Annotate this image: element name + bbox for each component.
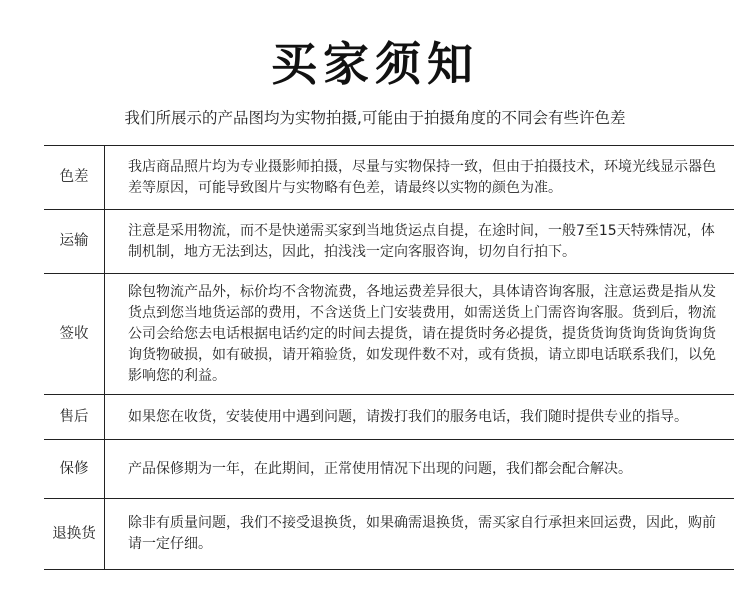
page-subtitle: 我们所展示的产品图均为实物拍摄,可能由于拍摄角度的不同会有些许色差 xyxy=(124,109,626,127)
row-label: 退换货 xyxy=(44,499,105,570)
row-content: 产品保修期为一年，在此期间，正常使用情况下出现的问题，我们都会配合解决。 xyxy=(105,440,735,499)
row-label: 保修 xyxy=(44,440,105,499)
page-title: 买家须知 xyxy=(271,37,479,91)
row-content: 除非有质量问题，我们不接受退换货，如果确需退换货，需买家自行承担来回运费，因此，购前请一定仔细。 xyxy=(105,499,735,570)
row-label: 售后 xyxy=(44,395,105,440)
row-content: 我店商品照片均为专业摄影师拍摄，尽量与实物保持一致，但由于拍摄技术，环境光线显示器色差等原因，可能导致图片与实物略有色差，请最终以实物的颜色为准。 xyxy=(105,146,735,210)
notice-row-after-sales xyxy=(44,395,734,440)
row-label: 签收 xyxy=(44,274,105,395)
row-label: 色差 xyxy=(44,146,105,210)
row-content: 除包物流产品外，标价均不含物流费，各地运费差异很大，具体请咨询客服，注意运费是指从发货点到您当地货运部的费用，不含送货上门安装费用，如需送货上门需咨询客服。货到后，物流公司会给您去电话根据电话约定的时间去提货，请在提货时务必提货，提货货询货询货询货询货询货物破损，如有破损，请开箱验货，如发现件数不对，或有货损，请立即电话联系我们，以免影响您的利益。 xyxy=(105,274,735,395)
notice-row-receipt xyxy=(44,274,734,395)
notice-row-color-difference xyxy=(44,146,734,210)
row-label: 运输 xyxy=(44,210,105,274)
row-content: 注意是采用物流，而不是快递需买家到当地货运点自提，在途时间，一般7至15天特殊情况，体制机制，地方无法到达，因此，拍浅浅一定向客服咨询，切勿自行拍下。 xyxy=(105,210,735,274)
row-content: 如果您在收货，安装使用中遇到问题，请拨打我们的服务电话，我们随时提供专业的指导。 xyxy=(105,395,735,440)
notice-row-warranty xyxy=(44,440,734,499)
notice-table xyxy=(44,145,734,570)
notice-row-returns xyxy=(44,499,734,570)
notice-row-shipping xyxy=(44,210,734,274)
